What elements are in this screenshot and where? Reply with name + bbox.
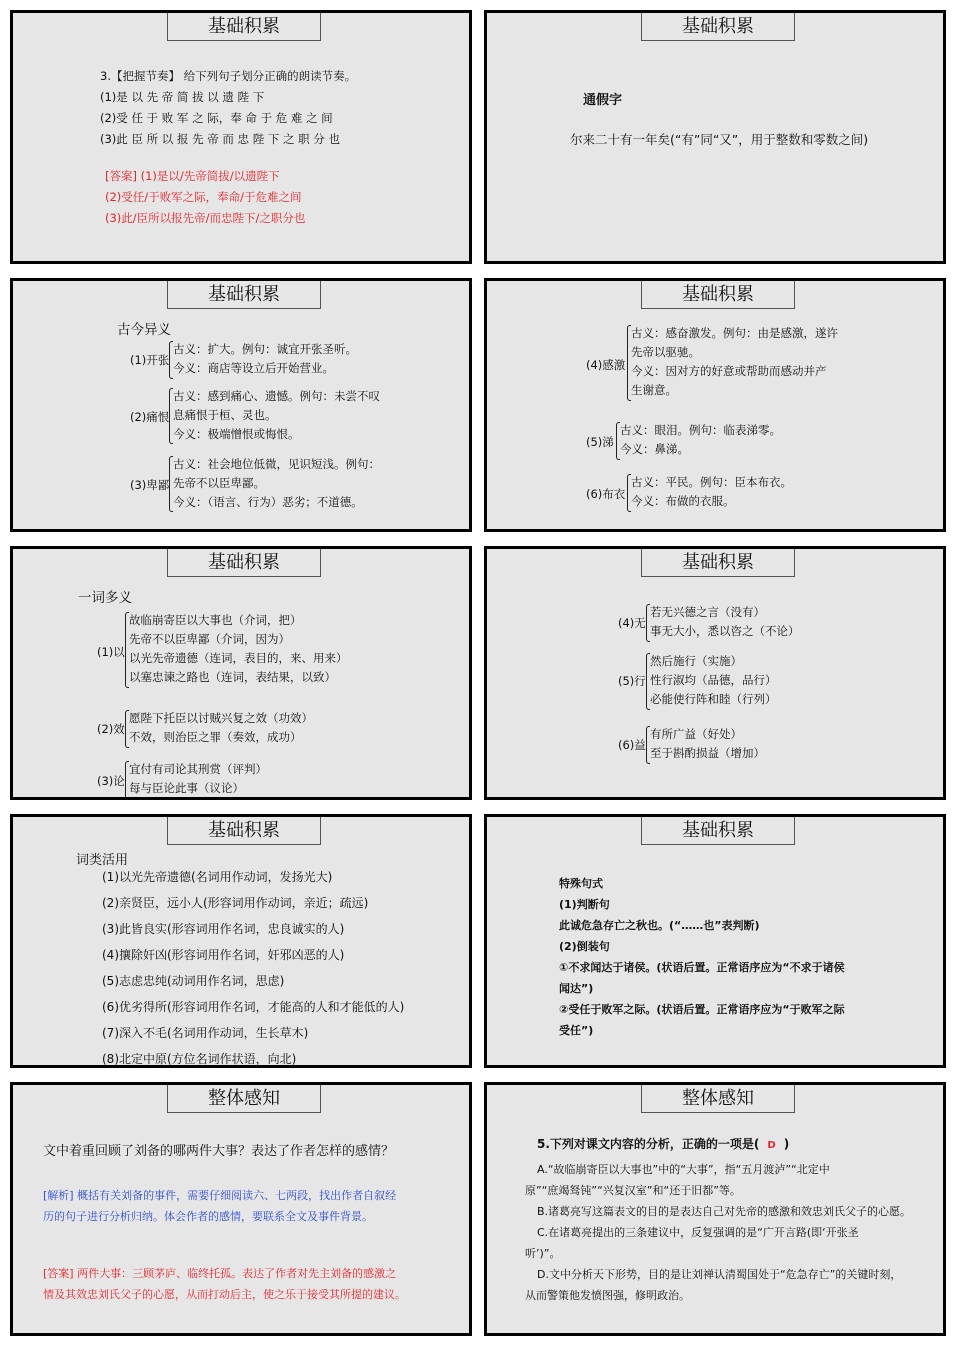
slide-title: 基础积累 (641, 549, 795, 577)
meaning-line: 愿陛下托臣以讨贼兴复之效（功效） (129, 711, 313, 725)
definition-line: 今义：布做的衣服。 (631, 494, 735, 508)
text-line: ①不求闻达于诸侯。(状语后置。正常语序应为“不求于诸侯 (559, 961, 845, 974)
sentence-line: (2)受 任 于 败 军 之 际，奉 命 于 危 难 之 间 (100, 111, 333, 125)
definition-line: 今义：因对方的好意或帮助而感动并产 (631, 364, 827, 378)
list-item: (3)此皆良实(形容词用作名词，忠良诚实的人) (102, 922, 345, 936)
question-stem: 5.下列对课文内容的分析，正确的一项是( (537, 1137, 760, 1151)
definition-line: 先帝以驱驰。 (631, 345, 700, 359)
term-label: (3)论 (97, 774, 125, 788)
sentence-line: (3)此 臣 所 以 报 先 帝 而 忠 陛 下 之 职 分 也 (100, 132, 340, 146)
meaning-line: 至于斟酌损益（增加） (650, 746, 765, 760)
slide-title: 基础积累 (167, 281, 321, 309)
option-line: 原”“庶竭驽钝”“兴复汉室”和“还于旧都”等。 (525, 1184, 741, 1197)
term-label: (5)涕 (586, 435, 614, 449)
meaning-line: 以光先帝遗德（连词，表目的，来、用来） (129, 651, 348, 665)
meaning-line: 故临崩寄臣以大事也（介词，把） (129, 613, 302, 627)
meaning-line: 有所广益（好处） (650, 727, 742, 741)
term-label: (6)布衣 (586, 487, 626, 501)
definition-line: 古义：感到痛心、遗憾。例句：未尝不叹 (173, 389, 380, 403)
text-line: (1)判断句 (559, 898, 610, 911)
definition-line: 今义：鼻涕。 (620, 442, 689, 456)
slide-title: 基础积累 (167, 817, 321, 845)
text-line: (2)倒装句 (559, 940, 610, 953)
term-label: (4)无 (618, 616, 646, 630)
slide-title: 基础积累 (641, 817, 795, 845)
answer-line: 情及其效忠刘氏父子的心愿，从而打动后主，使之乐于接受其所提的建议。 (43, 1288, 406, 1301)
list-item: (6)优劣得所(形容词用作名词，才能高的人和才能低的人) (102, 1000, 405, 1014)
answer-line: [答案] 两件大事：三顾茅庐、临终托孤。表达了作者对先主刘备的感激之 (43, 1267, 397, 1280)
question-text: 文中着重回顾了刘备的哪两件大事？表达了作者怎样的感情？ (43, 1144, 395, 1159)
meaning-line: 先帝不以臣卑鄙（介词，因为） (129, 632, 290, 646)
section-heading: 特殊句式 (559, 877, 603, 890)
definition-line: 生谢意。 (631, 383, 677, 397)
slide-title: 基础积累 (167, 13, 321, 41)
text-line: ②受任于败军之际。(状语后置。正常语序应为“于败军之际 (559, 1003, 845, 1016)
definition-line: 今义：（语言、行为）恶劣；不道德。 (173, 495, 363, 509)
definition-line: 古义：平民。例句：臣本布衣。 (631, 475, 792, 489)
question-close: ) (783, 1137, 790, 1151)
text-line: 此诚危急存亡之秋也。(“……也”表判断) (559, 919, 760, 932)
question-line: 3.【把握节奏】 给下列句子划分正确的朗读节奏。 (100, 69, 357, 83)
slide-gujin-yiyi-2 (484, 278, 946, 532)
term-label: (4)感激 (586, 358, 626, 372)
section-heading: 一词多义 (78, 590, 132, 606)
option-line: D.文中分析天下形势，目的是让刘禅认清蜀国处于“危急存亡”的关键时刻， (537, 1268, 902, 1281)
slide-polysemy-2 (484, 546, 946, 800)
term-label: (2)效 (97, 722, 125, 736)
slide-word-class (10, 814, 472, 1068)
list-item: (8)北定中原(方位名词作状语，向北) (102, 1052, 297, 1066)
option-line: A.“故临崩寄臣以大事也”中的“大事”，指“五月渡泸”“北定中 (537, 1163, 830, 1176)
slide-overview-choice (484, 1082, 946, 1336)
answer-letter: D (767, 1140, 776, 1151)
meaning-line: 若无兴德之言（没有） (650, 605, 765, 619)
option-line: C.在诸葛亮提出的三条建议中，反复强调的是“广开言路(即‘开张圣 (537, 1226, 859, 1239)
meaning-line: 然后施行（实施） (650, 654, 742, 668)
meaning-line: 以塞忠谏之路也（连词，表结果，以致） (129, 670, 336, 684)
slide-title: 基础积累 (641, 281, 795, 309)
definition-line: 先帝不以臣卑鄙。 (173, 476, 265, 490)
definition-line: 古义：眼泪。例句：临表涕零。 (620, 423, 781, 437)
answer-line: [答案] (1)是以/先帝简拔/以遗陛下 (105, 169, 280, 183)
definition-line: 古义：社会地位低微，见识短浅。例句： (173, 457, 380, 471)
option-line: B.诸葛亮写这篇表文的目的是表达自己对先帝的感激和效忠刘氏父子的心愿。 (537, 1205, 912, 1218)
term-label: (1)以 (97, 645, 125, 659)
slide-title: 整体感知 (641, 1085, 795, 1113)
definition-line: 古义：扩大。例句：诚宜开张圣听。 (173, 342, 357, 356)
meaning-line: 事无大小，悉以咨之（不论） (650, 624, 800, 638)
section-heading: 古今异义 (117, 322, 171, 338)
option-line: 从而警策他发愤图强，修明政治。 (525, 1289, 690, 1302)
text-line: 受任”) (559, 1024, 594, 1037)
section-heading: 通假字 (583, 93, 623, 108)
section-heading: 词类活用 (76, 853, 129, 868)
definition-line: 今义：商店等设立后开始营业。 (173, 361, 334, 375)
definition-line: 今义：极端憎恨或悔恨。 (173, 427, 300, 441)
slide-title: 整体感知 (167, 1085, 321, 1113)
list-item: (4)攘除奸凶(形容词用作名词，奸邪凶恶的人) (102, 948, 345, 962)
list-item: (1)以光先帝遗德(名词用作动词，发扬光大) (102, 870, 333, 884)
meaning-line: 不效，则治臣之罪（奏效，成功） (129, 730, 302, 744)
term-label: (3)卑鄙 (130, 478, 170, 492)
sentence-line: (1)是 以 先 帝 简 拔 以 遗 陛 下 (100, 90, 265, 104)
text-line: 闻达”) (559, 982, 594, 995)
answer-line: (3)此/臣所以报先帝/而忠陛下/之职分也 (105, 211, 306, 225)
slide-overview-question (10, 1082, 472, 1336)
analysis-line: [解析] 概括有关刘备的事件，需要仔细阅读六、七两段，找出作者自叙经 (43, 1189, 397, 1202)
term-label: (6)益 (618, 738, 646, 752)
meaning-line: 每与臣论此事（议论） (129, 781, 244, 795)
slide-rhythm (10, 10, 472, 264)
list-item: (5)志虑忠纯(动词用作名词，思虑) (102, 974, 285, 988)
slide-special-sentences (484, 814, 946, 1068)
definition-line: 息痛恨于桓、灵也。 (173, 408, 277, 422)
slide-polysemy-1 (10, 546, 472, 800)
term-label: (1)开张 (130, 353, 170, 367)
slide-title: 基础积累 (167, 549, 321, 577)
example-text: 尔来二十有一年矣(“有”同“又”，用于整数和零数之间) (570, 132, 869, 147)
slide-title: 基础积累 (641, 13, 795, 41)
analysis-line: 历的句子进行分析归纳。体会作者的感情，要联系全文及事件背景。 (43, 1210, 373, 1223)
question-text (537, 1135, 789, 1155)
list-item: (7)深入不毛(名词用作动词，生长草木) (102, 1026, 309, 1040)
meaning-line: 宜付有司论其刑赏（评判） (129, 762, 267, 776)
slide-tongjiazi (484, 10, 946, 264)
answer-line: (2)受任/于败军之际，奉命/于危难之间 (105, 190, 302, 204)
term-label: (2)痛恨 (130, 410, 170, 424)
meaning-line: 必能使行阵和睦（行列） (650, 692, 777, 706)
meaning-line: 性行淑均（品德，品行） (650, 673, 777, 687)
list-item: (2)亲贤臣，远小人(形容词用作动词，亲近；疏远) (102, 896, 369, 910)
option-line: 听’)”。 (525, 1247, 561, 1260)
slide-gujin-yiyi-1 (10, 278, 472, 532)
definition-line: 古义：感奋激发。例句：由是感激，遂许 (631, 326, 838, 340)
term-label: (5)行 (618, 674, 646, 688)
